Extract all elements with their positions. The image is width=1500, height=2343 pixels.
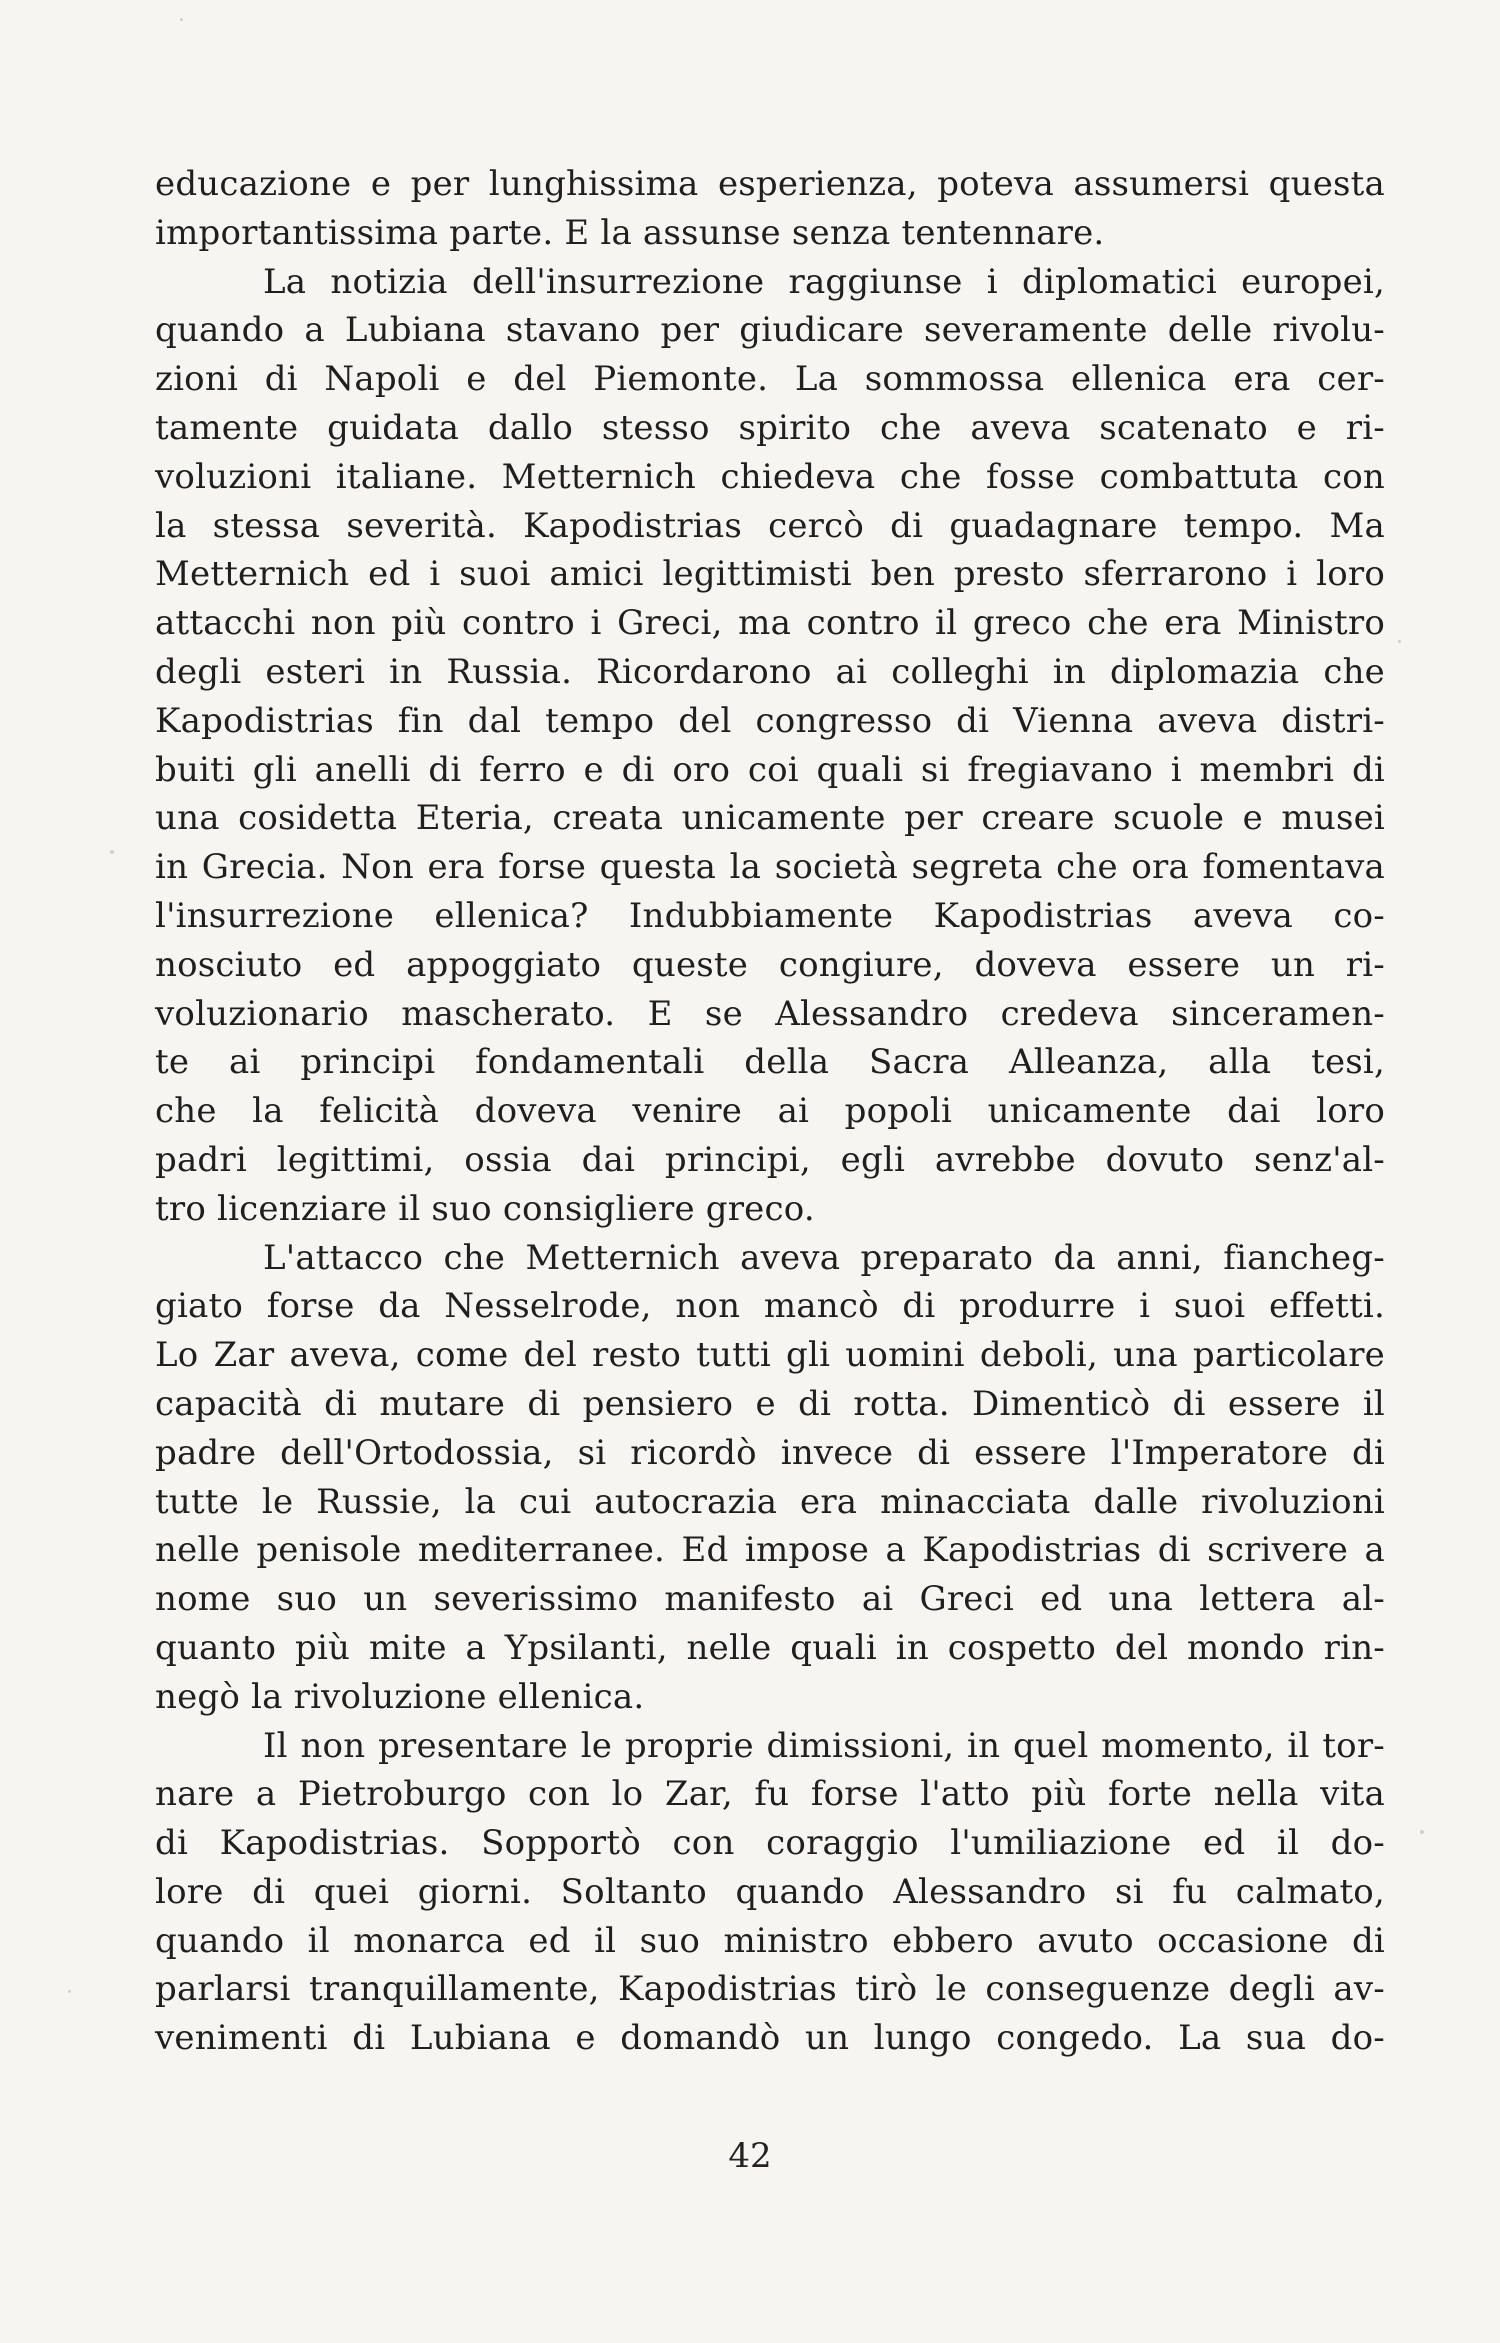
scan-speck <box>110 850 114 854</box>
scan-speck <box>1398 640 1401 643</box>
text-line: attacchi non più contro i Greci, ma contro il greco che era Ministro <box>155 603 1385 644</box>
text-line: importantissima parte. E la assunse senza tentennare. <box>155 212 1105 253</box>
text-line: Metternich ed i suoi amici legittimisti ben presto sferrarono i loro <box>155 554 1385 595</box>
scan-speck <box>180 18 183 21</box>
text-line: La notizia dell'insurrezione raggiunse i diplomatici europei, <box>263 261 1385 302</box>
text-line: negò la rivoluzione ellenica. <box>155 1676 645 1717</box>
text-line: nome suo un severissimo manifesto ai Greci ed una lettera al- <box>155 1579 1385 1620</box>
text-line: voluzioni italiane. Metternich chiedeva che fosse combattuta con <box>155 456 1385 497</box>
text-line: educazione e per lunghissima esperienza, poteva assumersi questa <box>155 164 1385 204</box>
text-line: padri legittimi, ossia dai principi, egli avrebbe dovuto senz'al- <box>155 1139 1385 1180</box>
text-line: venimenti di Lubiana e domandò un lungo congedo. La sua do- <box>155 2018 1385 2059</box>
text-line: quanto più mite a Ypsilanti, nelle quali in cospetto del mondo rin- <box>155 1627 1385 1668</box>
text-line: padre dell'Ortodossia, si ricordò invece di essere l'Imperatore di <box>155 1432 1385 1473</box>
text-line: quando a Lubiana stavano per giudicare severamente delle rivolu- <box>155 310 1385 351</box>
text-line: Kapodistrias fin dal tempo del congresso di Vienna aveva distri- <box>155 700 1385 741</box>
text-line: capacità di mutare di pensiero e di rotta. Dimenticò di essere il <box>155 1383 1385 1424</box>
text-line: nosciuto ed appoggiato queste congiure, doveva essere un ri- <box>155 944 1385 985</box>
text-line: voluzionario mascherato. E se Alessandro credeva sinceramen- <box>155 993 1385 1034</box>
scan-speck <box>68 1990 71 1993</box>
text-line: lore di quei giorni. Soltanto quando Alessandro si fu calmato, <box>155 1871 1385 1912</box>
text-line: L'attacco che Metternich aveva preparato da anni, fiancheg- <box>263 1237 1385 1278</box>
text-line: parlarsi tranquillamente, Kapodistrias tirò le conseguenze degli av- <box>155 1969 1385 2010</box>
text-line: Il non presentare le proprie dimissioni, in quel momento, il tor- <box>263 1725 1385 1766</box>
text-line: giato forse da Nesselrode, non mancò di produrre i suoi effetti. <box>155 1286 1385 1327</box>
text-line: tamente guidata dallo stesso spirito che aveva scatenato e ri- <box>155 407 1385 448</box>
text-line: quando il monarca ed il suo ministro ebbero avuto occasione di <box>155 1920 1385 1961</box>
scan-speck <box>1420 1830 1424 1834</box>
text-line: Lo Zar aveva, come del resto tutti gli uomini deboli, una particolare <box>155 1335 1385 1376</box>
text-line: nelle penisole mediterranee. Ed impose a Kapodistrias di scrivere a <box>155 1530 1385 1571</box>
text-line: nare a Pietroburgo con lo Zar, fu forse l'atto più forte nella vita <box>155 1774 1385 1815</box>
text-line: in Grecia. Non era forse questa la società segreta che ora fomentava <box>155 847 1385 888</box>
text-line: di Kapodistrias. Sopportò con coraggio l'umiliazione ed il do- <box>155 1823 1385 1864</box>
text-line: che la felicità doveva venire ai popoli unicamente dai loro <box>155 1091 1385 1132</box>
text-line: una cosidetta Eteria, creata unicamente per creare scuole e musei <box>155 798 1385 839</box>
text-line: la stessa severità. Kapodistrias cercò di guadagnare tempo. Ma <box>155 505 1385 546</box>
text-line: tutte le Russie, la cui autocrazia era minacciata dalle rivoluzioni <box>155 1481 1385 1522</box>
text-line: zioni di Napoli e del Piemonte. La sommossa ellenica era cer- <box>155 359 1385 400</box>
text-line: tro licenziare il suo consigliere greco. <box>155 1188 815 1229</box>
text-line: buiti gli anelli di ferro e di oro coi quali si fregiavano i membri di <box>155 749 1385 790</box>
page-number: 42 <box>728 2136 772 2176</box>
text-line: te ai principi fondamentali della Sacra Alleanza, alla tesi, <box>155 1042 1385 1083</box>
text-line: degli esteri in Russia. Ricordarono ai colleghi in diplomazia che <box>155 651 1385 692</box>
text-line: l'insurrezione ellenica? Indubbiamente Kapodistrias aveva co- <box>155 895 1385 936</box>
body-text <box>155 160 1385 2063</box>
